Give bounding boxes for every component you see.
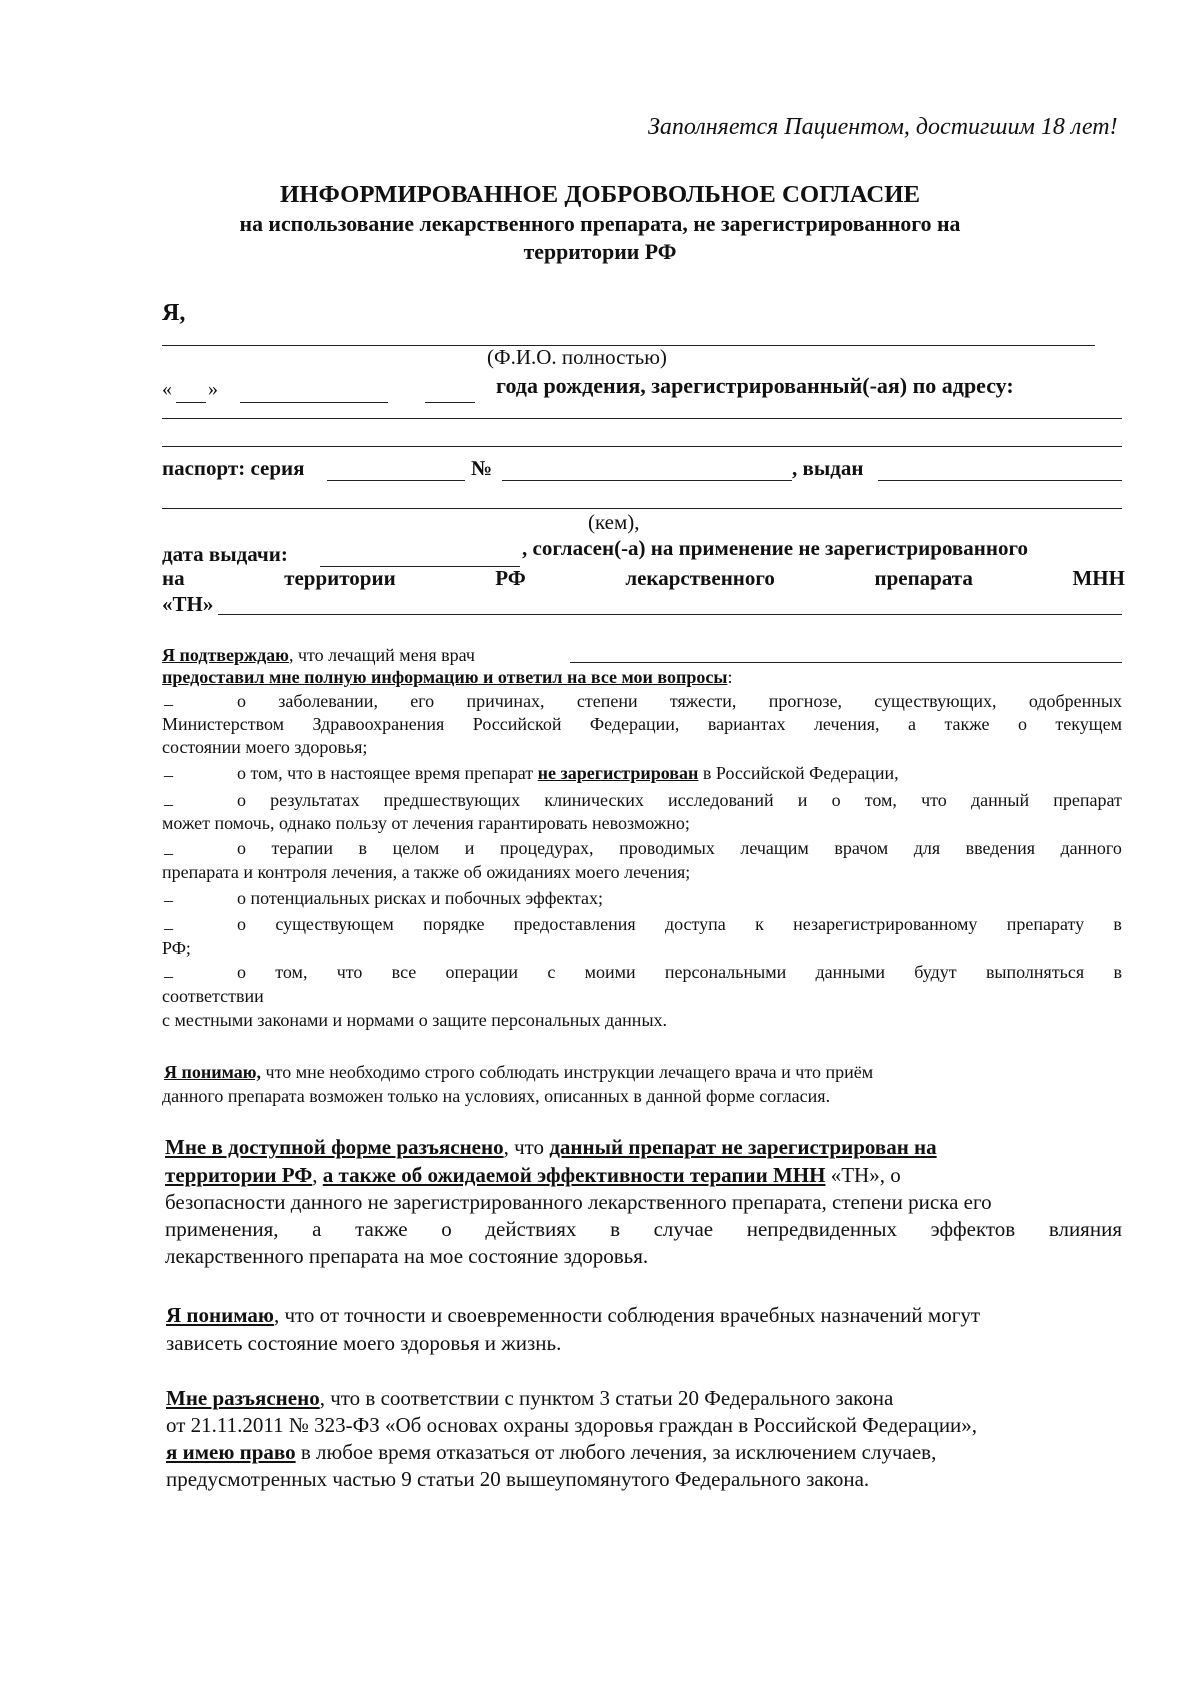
understand-2-lead: Я понимаю [166, 1303, 274, 1327]
explained-bold2: территории РФ [165, 1163, 313, 1187]
word: проводимых [619, 838, 715, 858]
rights-line3 [166, 1440, 936, 1465]
word: прогнозе, [768, 691, 842, 711]
word: и [797, 790, 808, 810]
list-dash: – [164, 694, 173, 714]
passport-issued-label: , выдан [792, 456, 864, 480]
list-dash: – [164, 966, 173, 986]
word: что [336, 962, 363, 982]
list-item-7-line2: соответствии [162, 986, 264, 1006]
rights-text3: в любое время отказаться от любого лечения, за исключением случаев, [295, 1440, 937, 1464]
explained-line4 [165, 1217, 1122, 1242]
document-subtitle-line1: на использование лекарственного препарата, не зарегистрированного на [239, 212, 961, 236]
word: том, [275, 962, 308, 982]
explained-bold1: данный препарат не зарегистрирован на [549, 1135, 937, 1159]
tn-label: «ТН» [162, 592, 214, 616]
explained-line5: лекарственного препарата на мое состояние здоровья. [165, 1244, 649, 1268]
list-item-1-line3: состоянии моего здоровья; [162, 737, 368, 757]
confirm-intro [162, 645, 475, 666]
word: результатах [270, 790, 360, 810]
word: одобренных [1028, 691, 1122, 711]
list-item-1-line2 [162, 714, 1122, 735]
word: моими [584, 962, 636, 982]
passport-series-field[interactable] [327, 480, 465, 481]
word: в [1113, 914, 1122, 934]
birth-year-field[interactable] [425, 402, 475, 403]
word: о [831, 790, 841, 810]
confirm-lead: Я подтверждаю [162, 645, 289, 665]
word: текущем [1055, 714, 1122, 734]
word: действиях [485, 1217, 577, 1241]
list-item-4-line1 [237, 838, 1122, 859]
word: существующем [275, 914, 394, 934]
word: данный [970, 790, 1030, 810]
word: врачом [834, 838, 889, 858]
word: и [464, 838, 475, 858]
consent-word: МНН [1072, 566, 1125, 590]
word: о [237, 790, 246, 810]
word: также [355, 1217, 408, 1241]
list-item-4-line2: препарата и контроля лечения, а также об ожиданиях моего лечения; [162, 862, 691, 882]
word: препарат [1053, 790, 1122, 810]
consent-word: на [162, 566, 185, 590]
consent-word: лекарственного [625, 566, 775, 590]
issued-by-caption: (кем), [588, 510, 640, 534]
rights-text1: , что в соответствии с пунктом 3 статьи 20 Федерального закона [319, 1386, 894, 1410]
list-dash: – [164, 794, 173, 814]
word: для [913, 838, 941, 858]
birth-registered-text [496, 373, 1126, 399]
tn-field[interactable] [218, 614, 1122, 615]
word: случае [653, 1217, 714, 1241]
word: применения, [165, 1217, 279, 1241]
word: что [921, 790, 947, 810]
word: о [441, 1217, 452, 1241]
birth-day-close: » [208, 378, 218, 400]
list-item-7-line3: с местными законами и нормами о защите персональных данных. [162, 1010, 668, 1030]
list-dash: – [164, 843, 173, 863]
issue-date-label: дата выдачи: [162, 542, 288, 566]
word: целом [392, 838, 440, 858]
word: Российской [472, 714, 562, 734]
passport-issued-field-2[interactable] [162, 508, 1122, 509]
understand-1-line1 [164, 1062, 873, 1083]
consent-text: , согласен(-а) на применение не зарегистрированного [522, 536, 1028, 560]
word: заболевании, [278, 691, 378, 711]
understand-1-lead: Я понимаю, [164, 1062, 262, 1082]
list-item-6-line2: РФ; [162, 938, 191, 958]
word: данного [1060, 838, 1122, 858]
explained-bold3: а также об ожидаемой эффективности терапии МНН [322, 1163, 826, 1187]
doctor-name-field[interactable] [570, 662, 1122, 663]
word: тяжести, [669, 691, 737, 711]
word: непредвиденных [746, 1217, 898, 1241]
list-item-6-line1 [237, 914, 1122, 935]
word: в [1113, 962, 1122, 982]
document-title: ИНФОРМИРОВАННОЕ ДОБРОВОЛЬНОЕ СОГЛАСИЕ [279, 181, 921, 208]
list-item-5: о потенциальных рисках и побочных эффектах; [237, 888, 603, 908]
list-dash: – [164, 765, 173, 785]
consent-line2 [162, 566, 1125, 591]
consent-word: препарата [874, 566, 973, 590]
explained-lead: Мне в доступной форме разъяснено [165, 1135, 504, 1159]
consent-word: территории [284, 566, 396, 590]
word: степени [576, 691, 638, 711]
explained-tail: «ТН», о [825, 1163, 901, 1187]
word: а [312, 1217, 322, 1241]
word: предоставления [513, 914, 636, 934]
word: персональными [664, 962, 787, 982]
birth-day-open: « [162, 378, 172, 400]
rights-line2: от 21.11.2011 № 323-ФЗ «Об основах охраны здоровья граждан в Российской Федерации», [166, 1413, 978, 1437]
understand-1-text: что мне необходимо строго соблюдать инструкции лечащего врача и что приём [261, 1062, 874, 1082]
explained-line3: безопасности данного не зарегистрированного лекарственного препарата, степени риска его [165, 1190, 992, 1214]
word: в [610, 1217, 620, 1241]
word: доступа [664, 914, 726, 934]
word: будут [914, 962, 957, 982]
birth-day-field[interactable] [176, 402, 206, 403]
word: все [391, 962, 417, 982]
list-item-2-bold: не зарегистрирован [537, 763, 699, 783]
confirm-provided [162, 667, 732, 688]
understand-2-line2: зависеть состояние моего здоровья и жизнь. [166, 1331, 562, 1355]
word: операции [445, 962, 519, 982]
word: о [237, 914, 246, 934]
passport-issued-field-1[interactable] [878, 480, 1122, 481]
word: причинах, [466, 691, 545, 711]
address-field-1[interactable] [162, 418, 1122, 419]
explained-comma: , [312, 1163, 323, 1187]
confirm-colon: : [727, 667, 733, 687]
word: терапии [271, 838, 334, 858]
word: к [755, 914, 764, 934]
list-dash: – [164, 890, 173, 910]
word: вариантах [707, 714, 786, 734]
word: Здравоохранения [312, 714, 445, 734]
word: также [944, 714, 990, 734]
word: лечащим [740, 838, 809, 858]
word: о [237, 838, 246, 858]
word: Министерством [162, 714, 285, 734]
list-item-1-line1 [237, 691, 1122, 712]
rights-line1 [166, 1386, 893, 1411]
list-item-2 [237, 763, 899, 784]
word: выполняться [985, 962, 1085, 982]
birth-registered-label: года рождения, зарегистрированный(-ая) по адресу: [496, 373, 1014, 398]
confirm-provided-text: предоставил мне полную информацию и ответил на все мои вопросы [162, 667, 728, 687]
word: о [237, 962, 246, 982]
word: его [410, 691, 435, 711]
word: влияния [1048, 1217, 1122, 1241]
word: введения [965, 838, 1035, 858]
word: эффектов [930, 1217, 1016, 1241]
explained-line2 [165, 1163, 901, 1188]
word: клинических [544, 790, 644, 810]
rights-lead: Мне разъяснено [166, 1386, 320, 1410]
understand-2-text: , что от точности и своевременности соблюдения врачебных назначений могут [273, 1303, 980, 1327]
explained-line1 [165, 1135, 937, 1160]
confirm-rest: , что лечащий меня врач [288, 645, 475, 665]
document-subtitle-line2: территории РФ [523, 240, 677, 264]
word: процедурах, [499, 838, 594, 858]
consent-word: РФ [495, 566, 526, 590]
list-item-3-line1 [237, 790, 1122, 811]
word: том, [864, 790, 897, 810]
word: о [1017, 714, 1027, 734]
word: незарегистрированному [793, 914, 978, 934]
word: порядке [423, 914, 485, 934]
word: о [237, 691, 246, 711]
word: с [547, 962, 556, 982]
word: в [358, 838, 368, 858]
form-i-label: Я, [162, 300, 186, 326]
list-item-7-line1 [237, 962, 1122, 983]
rights-lead2: я имею право [166, 1440, 296, 1464]
word: Федерации, [589, 714, 680, 734]
word: лечения, [813, 714, 880, 734]
word: а [908, 714, 917, 734]
list-dash: – [164, 918, 173, 938]
address-field-2[interactable] [162, 446, 1122, 447]
explained-mid: , что [503, 1135, 550, 1159]
word: существующих, [874, 691, 997, 711]
fio-caption: (Ф.И.О. полностью) [487, 345, 667, 369]
passport-series-label: паспорт: серия [162, 456, 305, 480]
rights-line4: предусмотренных частью 9 статьи 20 вышеупомянутого Федерального закона. [166, 1467, 870, 1491]
list-item-2-pre: о том, что в настоящее время препарат [237, 763, 538, 783]
header-note: Заполняется Пациентом, достигшим 18 лет! [648, 114, 1118, 140]
word: предшествующих [383, 790, 521, 810]
understand-2-line1 [166, 1303, 980, 1328]
passport-number-label: № [471, 456, 493, 480]
list-item-2-post: в Российской Федерации, [698, 763, 899, 783]
word: исследований [667, 790, 774, 810]
word: данными [815, 962, 886, 982]
understand-1-line2: данного препарата возможен только на условиях, описанных в данной форме согласия. [162, 1086, 831, 1106]
word: препарату [1006, 914, 1085, 934]
list-item-3-line2: может помочь, однако пользу от лечения гарантировать невозможно; [162, 813, 690, 833]
passport-number-field[interactable] [502, 480, 792, 481]
birth-month-field[interactable] [240, 402, 388, 403]
